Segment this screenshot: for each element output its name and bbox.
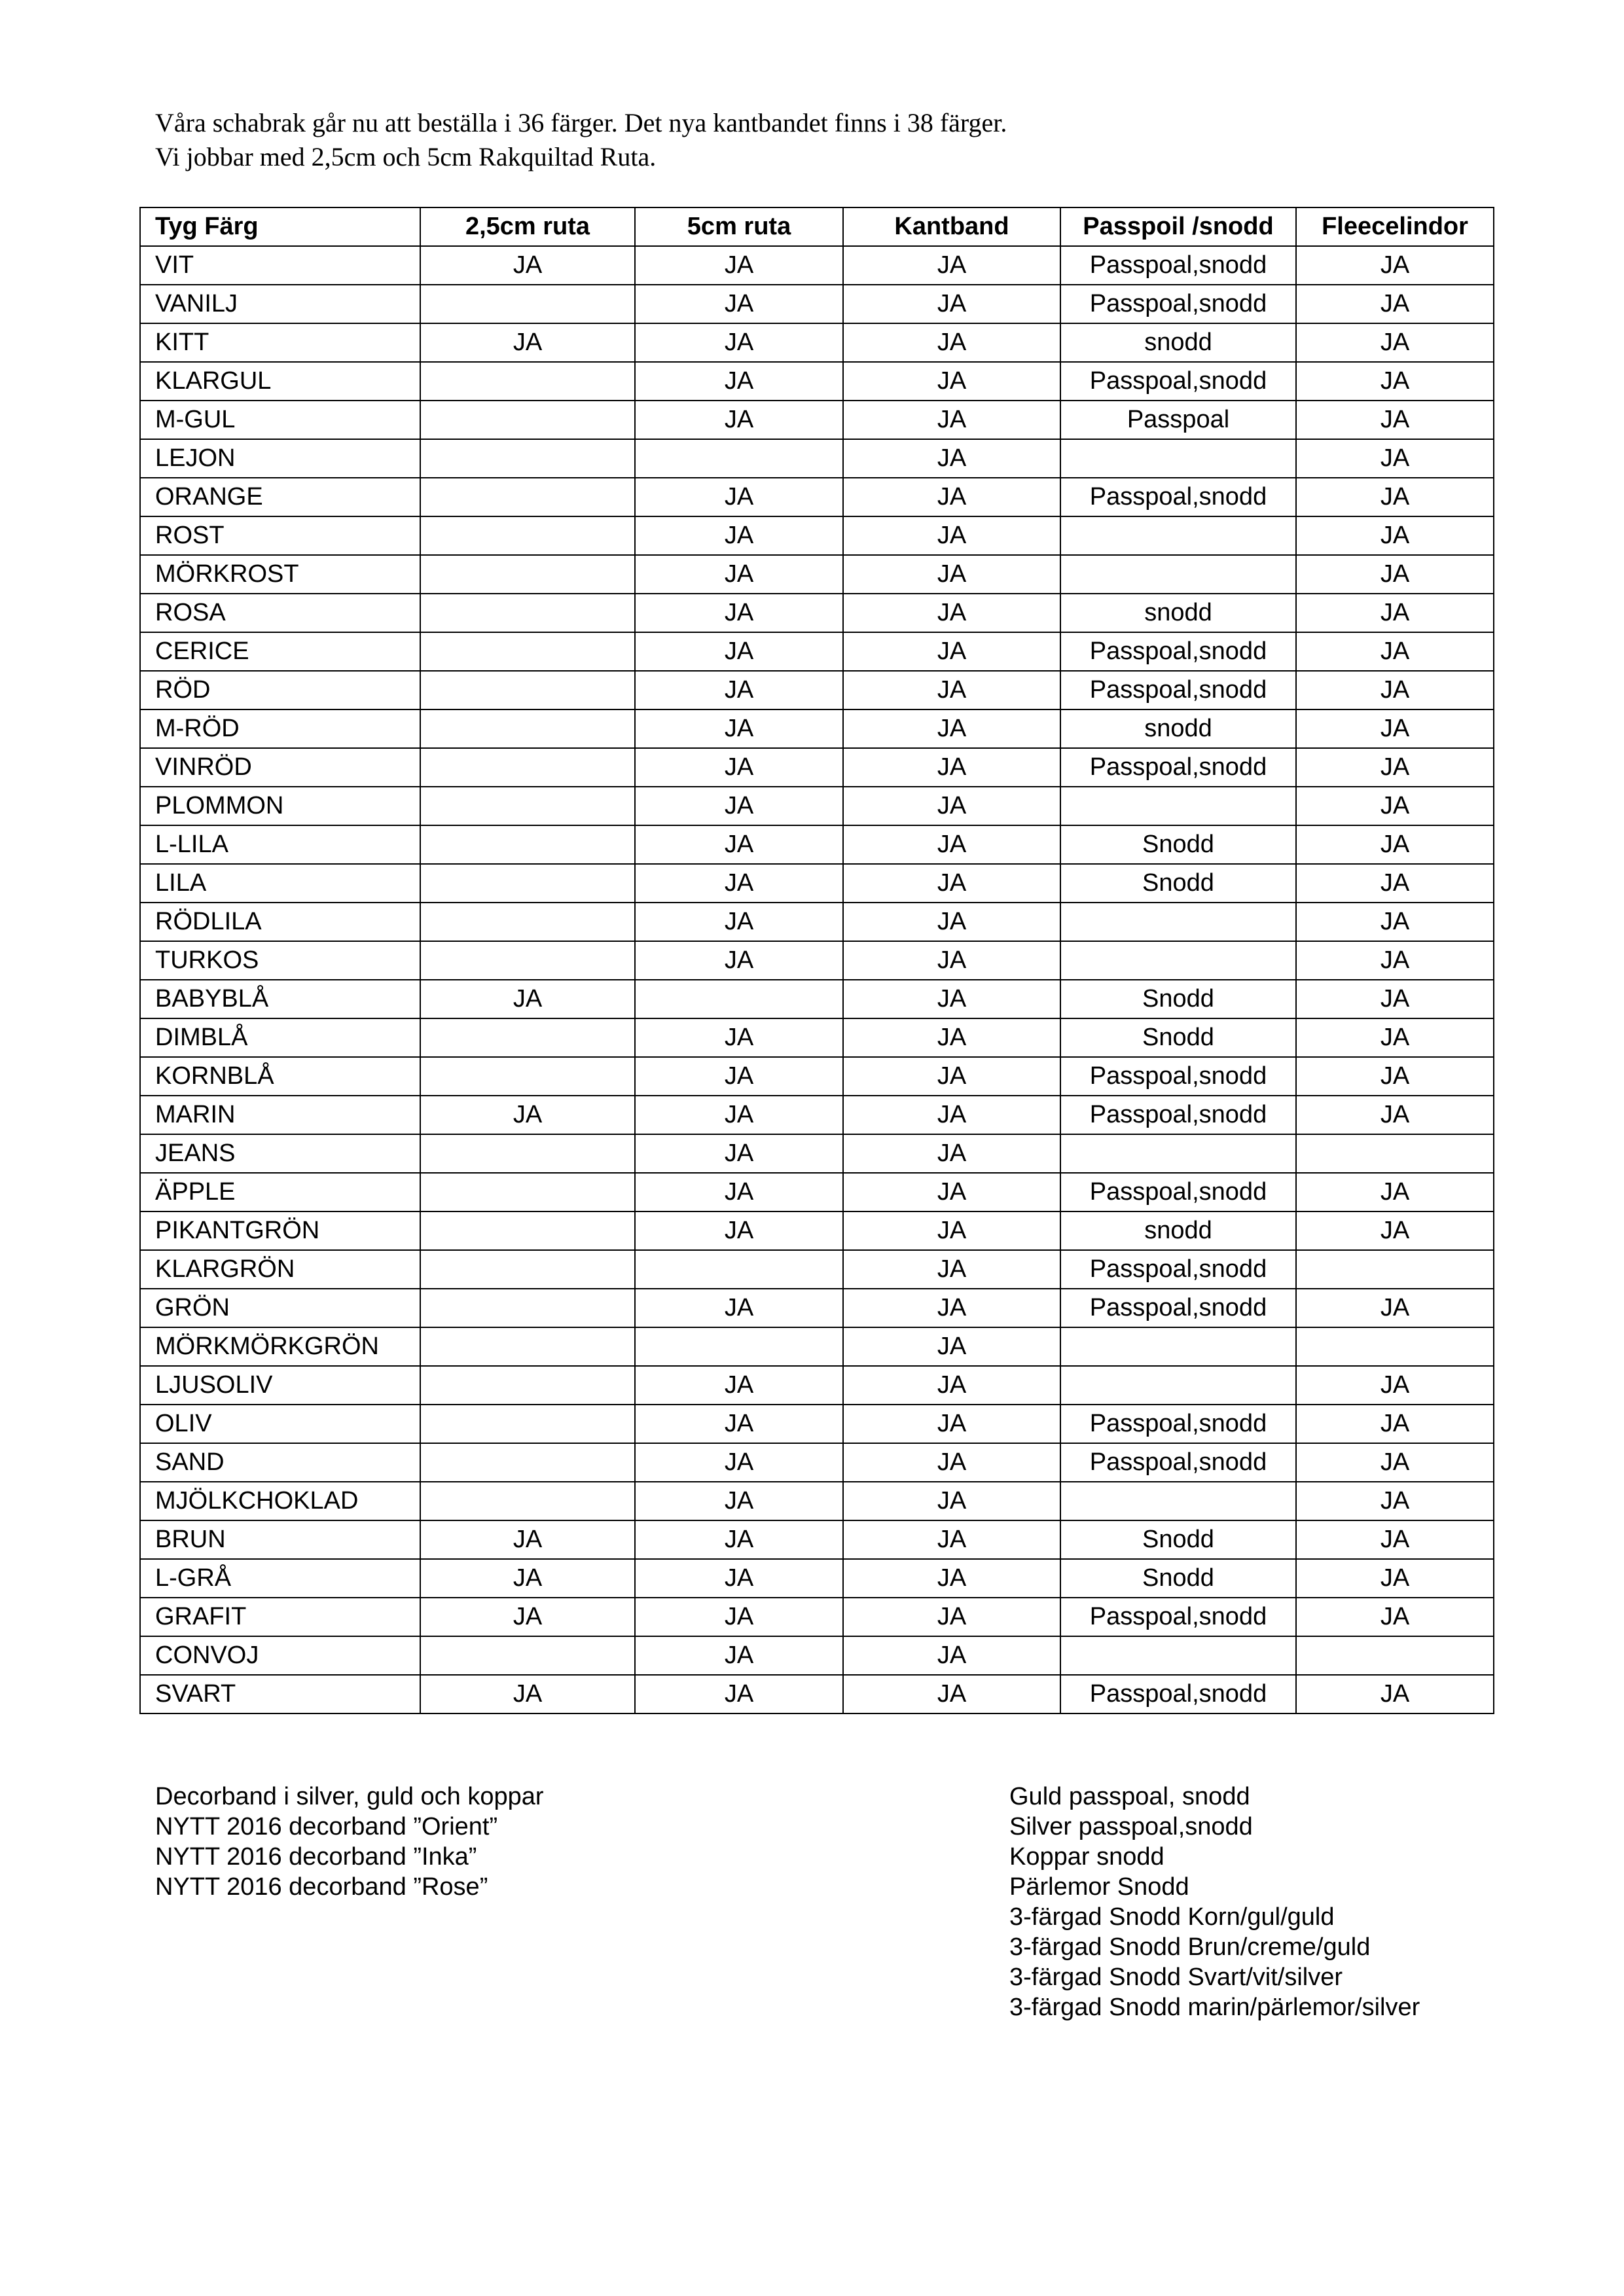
- table-cell: Passpoal,snodd: [1060, 362, 1296, 401]
- table-cell: JA: [1296, 323, 1494, 362]
- snodd-note-line: Silver passpoal,snodd: [1009, 1813, 1253, 1840]
- table-cell: JA: [843, 1096, 1060, 1134]
- table-cell: [420, 1636, 635, 1675]
- table-row: [140, 1134, 1494, 1173]
- color-name-cell: SAND: [140, 1443, 420, 1482]
- table-cell: JA: [843, 980, 1060, 1018]
- table-cell: [420, 1173, 635, 1211]
- table-cell: JA: [420, 980, 635, 1018]
- table-cell: JA: [635, 1173, 843, 1211]
- table-cell: JA: [635, 1443, 843, 1482]
- color-name-cell: DIMBLÅ: [140, 1018, 420, 1057]
- color-name-cell: CERICE: [140, 632, 420, 671]
- snodd-notes: [1009, 1782, 1420, 2022]
- table-cell: [420, 1250, 635, 1289]
- table-cell: [420, 1443, 635, 1482]
- table-cell: JA: [843, 362, 1060, 401]
- table-row: [140, 632, 1494, 671]
- table-cell: JA: [1296, 748, 1494, 787]
- table-cell: Passpoal: [1060, 401, 1296, 439]
- decorband-note-line: NYTT 2016 decorband ”Orient”: [155, 1813, 498, 1840]
- color-name-cell: ROSA: [140, 594, 420, 632]
- table-row: [140, 1211, 1494, 1250]
- table-row: [140, 1289, 1494, 1327]
- color-name-cell: VANILJ: [140, 285, 420, 323]
- table-cell: JA: [843, 323, 1060, 362]
- table-cell: Passpoal,snodd: [1060, 671, 1296, 709]
- table-cell: Passpoal,snodd: [1060, 748, 1296, 787]
- table-cell: JA: [843, 1366, 1060, 1405]
- table-cell: [420, 1018, 635, 1057]
- table-cell: JA: [635, 594, 843, 632]
- table-cell: JA: [635, 632, 843, 671]
- table-cell: JA: [1296, 1211, 1494, 1250]
- table-cell: [420, 748, 635, 787]
- table-cell: [1296, 1327, 1494, 1366]
- table-cell: [1060, 903, 1296, 941]
- table-body: [140, 246, 1494, 1713]
- color-name-cell: OLIV: [140, 1405, 420, 1443]
- table-header-row: [140, 207, 1494, 246]
- table-cell: JA: [1296, 825, 1494, 864]
- table-cell: Passpoal,snodd: [1060, 1250, 1296, 1289]
- table-cell: JA: [420, 246, 635, 285]
- color-name-cell: TURKOS: [140, 941, 420, 980]
- snodd-note-line: Pärlemor Snodd: [1009, 1873, 1189, 1901]
- table-cell: JA: [1296, 1675, 1494, 1713]
- table-cell: JA: [420, 1559, 635, 1598]
- table-cell: [420, 594, 635, 632]
- table-cell: Snodd: [1060, 864, 1296, 903]
- table-row: [140, 439, 1494, 478]
- table-row: [140, 1173, 1494, 1211]
- table-cell: [420, 478, 635, 516]
- table-cell: JA: [1296, 671, 1494, 709]
- table-cell: JA: [843, 1173, 1060, 1211]
- table-cell: [420, 709, 635, 748]
- table-cell: JA: [843, 1520, 1060, 1559]
- table-cell: [1060, 1134, 1296, 1173]
- table-row: [140, 1366, 1494, 1405]
- color-name-cell: M-RÖD: [140, 709, 420, 748]
- column-header: Kantband: [843, 207, 1060, 246]
- table-cell: JA: [843, 941, 1060, 980]
- snodd-note-line: 3-färgad Snodd Svart/vit/silver: [1009, 1964, 1343, 1991]
- table-cell: JA: [843, 516, 1060, 555]
- table-cell: [635, 1327, 843, 1366]
- table-row: [140, 555, 1494, 594]
- table-cell: JA: [635, 1211, 843, 1250]
- color-name-cell: KLARGUL: [140, 362, 420, 401]
- table-cell: JA: [843, 594, 1060, 632]
- table-cell: JA: [843, 709, 1060, 748]
- color-name-cell: LEJON: [140, 439, 420, 478]
- color-name-cell: BRUN: [140, 1520, 420, 1559]
- table-cell: JA: [635, 1289, 843, 1327]
- table-cell: Passpoal,snodd: [1060, 285, 1296, 323]
- table-cell: JA: [843, 1598, 1060, 1636]
- table-cell: JA: [1296, 555, 1494, 594]
- table-cell: Passpoal,snodd: [1060, 632, 1296, 671]
- table-cell: JA: [843, 671, 1060, 709]
- table-row: [140, 285, 1494, 323]
- table-cell: Snodd: [1060, 825, 1296, 864]
- column-header: 5cm ruta: [635, 207, 843, 246]
- table-cell: [420, 941, 635, 980]
- table-cell: JA: [1296, 632, 1494, 671]
- table-row: [140, 903, 1494, 941]
- table-cell: JA: [420, 1096, 635, 1134]
- table-row: [140, 1482, 1494, 1520]
- table-cell: snodd: [1060, 1211, 1296, 1250]
- table-row: [140, 1057, 1494, 1096]
- table-cell: Snodd: [1060, 980, 1296, 1018]
- table-cell: JA: [843, 1405, 1060, 1443]
- color-name-cell: RÖD: [140, 671, 420, 709]
- table-cell: JA: [635, 323, 843, 362]
- table-cell: Snodd: [1060, 1018, 1296, 1057]
- table-cell: JA: [635, 903, 843, 941]
- table-cell: JA: [635, 401, 843, 439]
- table-cell: JA: [1296, 362, 1494, 401]
- table-cell: [1060, 439, 1296, 478]
- table-cell: [635, 439, 843, 478]
- table-row: [140, 980, 1494, 1018]
- table-row: [140, 1636, 1494, 1675]
- table-cell: JA: [1296, 401, 1494, 439]
- table-cell: JA: [843, 1289, 1060, 1327]
- table-cell: JA: [1296, 594, 1494, 632]
- table-cell: JA: [843, 787, 1060, 825]
- table-cell: JA: [420, 1675, 635, 1713]
- color-name-cell: GRÖN: [140, 1289, 420, 1327]
- intro-text: [155, 106, 1497, 174]
- color-name-cell: MJÖLKCHOKLAD: [140, 1482, 420, 1520]
- color-availability-table: [139, 207, 1494, 1714]
- table-cell: JA: [635, 555, 843, 594]
- color-name-cell: PLOMMON: [140, 787, 420, 825]
- table-cell: JA: [635, 825, 843, 864]
- table-cell: JA: [635, 1675, 843, 1713]
- table-row: [140, 401, 1494, 439]
- table-cell: [420, 555, 635, 594]
- table-row: [140, 941, 1494, 980]
- table-cell: JA: [843, 1134, 1060, 1173]
- color-name-cell: MÖRKROST: [140, 555, 420, 594]
- table-cell: JA: [843, 1443, 1060, 1482]
- color-name-cell: ROST: [140, 516, 420, 555]
- table-row: [140, 594, 1494, 632]
- table-cell: [420, 1134, 635, 1173]
- table-cell: JA: [1296, 1443, 1494, 1482]
- intro-line-2: Vi jobbar med 2,5cm och 5cm Rakquiltad Ruta.: [155, 142, 657, 171]
- table-row: [140, 516, 1494, 555]
- table-cell: JA: [1296, 709, 1494, 748]
- table-cell: [420, 1366, 635, 1405]
- decorband-note-line: Decorband i silver, guld och koppar: [155, 1783, 544, 1810]
- table-cell: Passpoal,snodd: [1060, 1675, 1296, 1713]
- table-row: [140, 709, 1494, 748]
- table-cell: JA: [843, 1211, 1060, 1250]
- table-cell: [420, 632, 635, 671]
- color-name-cell: SVART: [140, 1675, 420, 1713]
- table-row: [140, 1327, 1494, 1366]
- table-row: [140, 1598, 1494, 1636]
- color-name-cell: M-GUL: [140, 401, 420, 439]
- table-cell: JA: [420, 1598, 635, 1636]
- table-cell: Passpoal,snodd: [1060, 1289, 1296, 1327]
- table-cell: JA: [635, 246, 843, 285]
- table-cell: JA: [635, 1482, 843, 1520]
- color-name-cell: MARIN: [140, 1096, 420, 1134]
- table-cell: JA: [635, 1636, 843, 1675]
- table-cell: JA: [635, 285, 843, 323]
- color-name-cell: JEANS: [140, 1134, 420, 1173]
- table-cell: JA: [635, 1134, 843, 1173]
- table-cell: Passpoal,snodd: [1060, 1096, 1296, 1134]
- color-name-cell: LILA: [140, 864, 420, 903]
- table-row: [140, 323, 1494, 362]
- table-row: [140, 825, 1494, 864]
- table-cell: JA: [843, 748, 1060, 787]
- table-cell: JA: [635, 1559, 843, 1598]
- table-cell: [420, 1482, 635, 1520]
- decorband-notes: [155, 1782, 544, 1902]
- table-cell: JA: [1296, 246, 1494, 285]
- color-name-cell: VIT: [140, 246, 420, 285]
- table-cell: Passpoal,snodd: [1060, 246, 1296, 285]
- table-cell: JA: [1296, 1289, 1494, 1327]
- table-cell: Snodd: [1060, 1559, 1296, 1598]
- table-row: [140, 864, 1494, 903]
- table-cell: JA: [635, 671, 843, 709]
- decorband-note-line: NYTT 2016 decorband ”Rose”: [155, 1873, 488, 1901]
- table-cell: JA: [1296, 864, 1494, 903]
- table-cell: JA: [1296, 1366, 1494, 1405]
- table-cell: JA: [635, 362, 843, 401]
- table-cell: JA: [843, 285, 1060, 323]
- table-cell: JA: [1296, 1520, 1494, 1559]
- table-cell: [420, 1405, 635, 1443]
- table-cell: JA: [1296, 1018, 1494, 1057]
- table-cell: JA: [1296, 1057, 1494, 1096]
- table-cell: [420, 825, 635, 864]
- color-name-cell: VINRÖD: [140, 748, 420, 787]
- table-cell: [420, 516, 635, 555]
- table-cell: snodd: [1060, 323, 1296, 362]
- table-cell: [420, 285, 635, 323]
- table-cell: JA: [1296, 941, 1494, 980]
- table-cell: [420, 1289, 635, 1327]
- table-cell: JA: [635, 1096, 843, 1134]
- table-row: [140, 362, 1494, 401]
- table-row: [140, 478, 1494, 516]
- table-cell: JA: [843, 1482, 1060, 1520]
- table-cell: JA: [843, 1018, 1060, 1057]
- table-row: [140, 1250, 1494, 1289]
- table-cell: JA: [1296, 1173, 1494, 1211]
- table-cell: JA: [843, 439, 1060, 478]
- table-cell: Passpoal,snodd: [1060, 1057, 1296, 1096]
- table-cell: JA: [635, 864, 843, 903]
- table-cell: JA: [635, 1018, 843, 1057]
- color-name-cell: L-LILA: [140, 825, 420, 864]
- table-cell: JA: [635, 478, 843, 516]
- table-cell: JA: [1296, 903, 1494, 941]
- table-cell: JA: [843, 246, 1060, 285]
- table-cell: JA: [635, 1520, 843, 1559]
- table-cell: JA: [1296, 1405, 1494, 1443]
- table-row: [140, 748, 1494, 787]
- table-cell: JA: [1296, 1096, 1494, 1134]
- table-cell: [1060, 941, 1296, 980]
- table-cell: [1060, 1636, 1296, 1675]
- table-cell: JA: [635, 941, 843, 980]
- decorband-note-line: NYTT 2016 decorband ”Inka”: [155, 1843, 477, 1871]
- color-name-cell: BABYBLÅ: [140, 980, 420, 1018]
- color-name-cell: MÖRKMÖRKGRÖN: [140, 1327, 420, 1366]
- column-header: Tyg Färg: [140, 207, 420, 246]
- table-cell: [1296, 1134, 1494, 1173]
- table-cell: [420, 864, 635, 903]
- column-header: Fleecelindor: [1296, 207, 1494, 246]
- table-cell: JA: [843, 1327, 1060, 1366]
- color-name-cell: RÖDLILA: [140, 903, 420, 941]
- table-cell: JA: [843, 1250, 1060, 1289]
- color-name-cell: KORNBLÅ: [140, 1057, 420, 1096]
- table-cell: Passpoal,snodd: [1060, 1598, 1296, 1636]
- table-row: [140, 1675, 1494, 1713]
- table-cell: JA: [843, 864, 1060, 903]
- table-cell: JA: [843, 555, 1060, 594]
- table-cell: JA: [635, 1366, 843, 1405]
- table-cell: JA: [420, 1520, 635, 1559]
- table-row: [140, 1520, 1494, 1559]
- table-cell: JA: [843, 903, 1060, 941]
- snodd-note-line: 3-färgad Snodd marin/pärlemor/silver: [1009, 1994, 1420, 2021]
- table-row: [140, 246, 1494, 285]
- table-cell: JA: [1296, 285, 1494, 323]
- color-name-cell: LJUSOLIV: [140, 1366, 420, 1405]
- table-cell: JA: [843, 401, 1060, 439]
- table-cell: JA: [635, 787, 843, 825]
- table-cell: Passpoal,snodd: [1060, 1173, 1296, 1211]
- table-cell: JA: [843, 478, 1060, 516]
- snodd-note-line: 3-färgad Snodd Korn/gul/guld: [1009, 1903, 1335, 1931]
- table-cell: Passpoal,snodd: [1060, 1405, 1296, 1443]
- table-row: [140, 671, 1494, 709]
- table-cell: JA: [1296, 478, 1494, 516]
- table-cell: [1060, 555, 1296, 594]
- table-cell: JA: [635, 748, 843, 787]
- table-row: [140, 1096, 1494, 1134]
- table-cell: [1060, 1482, 1296, 1520]
- table-cell: JA: [1296, 1598, 1494, 1636]
- color-name-cell: KITT: [140, 323, 420, 362]
- table-cell: snodd: [1060, 594, 1296, 632]
- color-name-cell: KLARGRÖN: [140, 1250, 420, 1289]
- table-cell: [420, 787, 635, 825]
- table-cell: JA: [843, 825, 1060, 864]
- table-cell: snodd: [1060, 709, 1296, 748]
- table-cell: [420, 1211, 635, 1250]
- column-header: Passpoil /snodd: [1060, 207, 1296, 246]
- table-cell: [420, 1327, 635, 1366]
- table-cell: [1060, 787, 1296, 825]
- table-cell: [420, 1057, 635, 1096]
- color-name-cell: CONVOJ: [140, 1636, 420, 1675]
- table-cell: [1060, 1327, 1296, 1366]
- table-row: [140, 1559, 1494, 1598]
- table-cell: [635, 1250, 843, 1289]
- snodd-note-line: 3-färgad Snodd Brun/creme/guld: [1009, 1933, 1371, 1961]
- table-row: [140, 1405, 1494, 1443]
- table-cell: [420, 439, 635, 478]
- color-name-cell: PIKANTGRÖN: [140, 1211, 420, 1250]
- table-cell: Passpoal,snodd: [1060, 478, 1296, 516]
- table-row: [140, 787, 1494, 825]
- intro-line-1: Våra schabrak går nu att beställa i 36 färger. Det nya kantbandet finns i 38 färger.: [155, 108, 1007, 137]
- table-cell: JA: [420, 323, 635, 362]
- table-cell: JA: [635, 1598, 843, 1636]
- table-cell: JA: [843, 1057, 1060, 1096]
- table-cell: [1296, 1250, 1494, 1289]
- table-cell: JA: [635, 1057, 843, 1096]
- table-cell: [1060, 516, 1296, 555]
- table-cell: JA: [1296, 787, 1494, 825]
- table-cell: JA: [1296, 980, 1494, 1018]
- table-cell: [420, 362, 635, 401]
- color-name-cell: ORANGE: [140, 478, 420, 516]
- table-row: [140, 1018, 1494, 1057]
- table-cell: JA: [843, 1636, 1060, 1675]
- table-cell: [1060, 1366, 1296, 1405]
- table-cell: JA: [843, 1559, 1060, 1598]
- table-row: [140, 1443, 1494, 1482]
- table-cell: JA: [635, 709, 843, 748]
- color-name-cell: GRAFIT: [140, 1598, 420, 1636]
- table-cell: JA: [1296, 439, 1494, 478]
- table-cell: JA: [843, 1675, 1060, 1713]
- table-cell: [420, 401, 635, 439]
- table-cell: [1296, 1636, 1494, 1675]
- table-cell: [420, 903, 635, 941]
- table-cell: JA: [635, 1405, 843, 1443]
- color-name-cell: L-GRÅ: [140, 1559, 420, 1598]
- table-cell: Passpoal,snodd: [1060, 1443, 1296, 1482]
- column-header: 2,5cm ruta: [420, 207, 635, 246]
- table-cell: JA: [1296, 1559, 1494, 1598]
- table-cell: JA: [1296, 516, 1494, 555]
- table-cell: Snodd: [1060, 1520, 1296, 1559]
- table-cell: [420, 671, 635, 709]
- table-cell: [635, 980, 843, 1018]
- snodd-note-line: Guld passpoal, snodd: [1009, 1783, 1250, 1810]
- table-cell: JA: [635, 516, 843, 555]
- color-name-cell: ÄPPLE: [140, 1173, 420, 1211]
- table-cell: JA: [843, 632, 1060, 671]
- snodd-note-line: Koppar snodd: [1009, 1843, 1164, 1871]
- table-cell: JA: [1296, 1482, 1494, 1520]
